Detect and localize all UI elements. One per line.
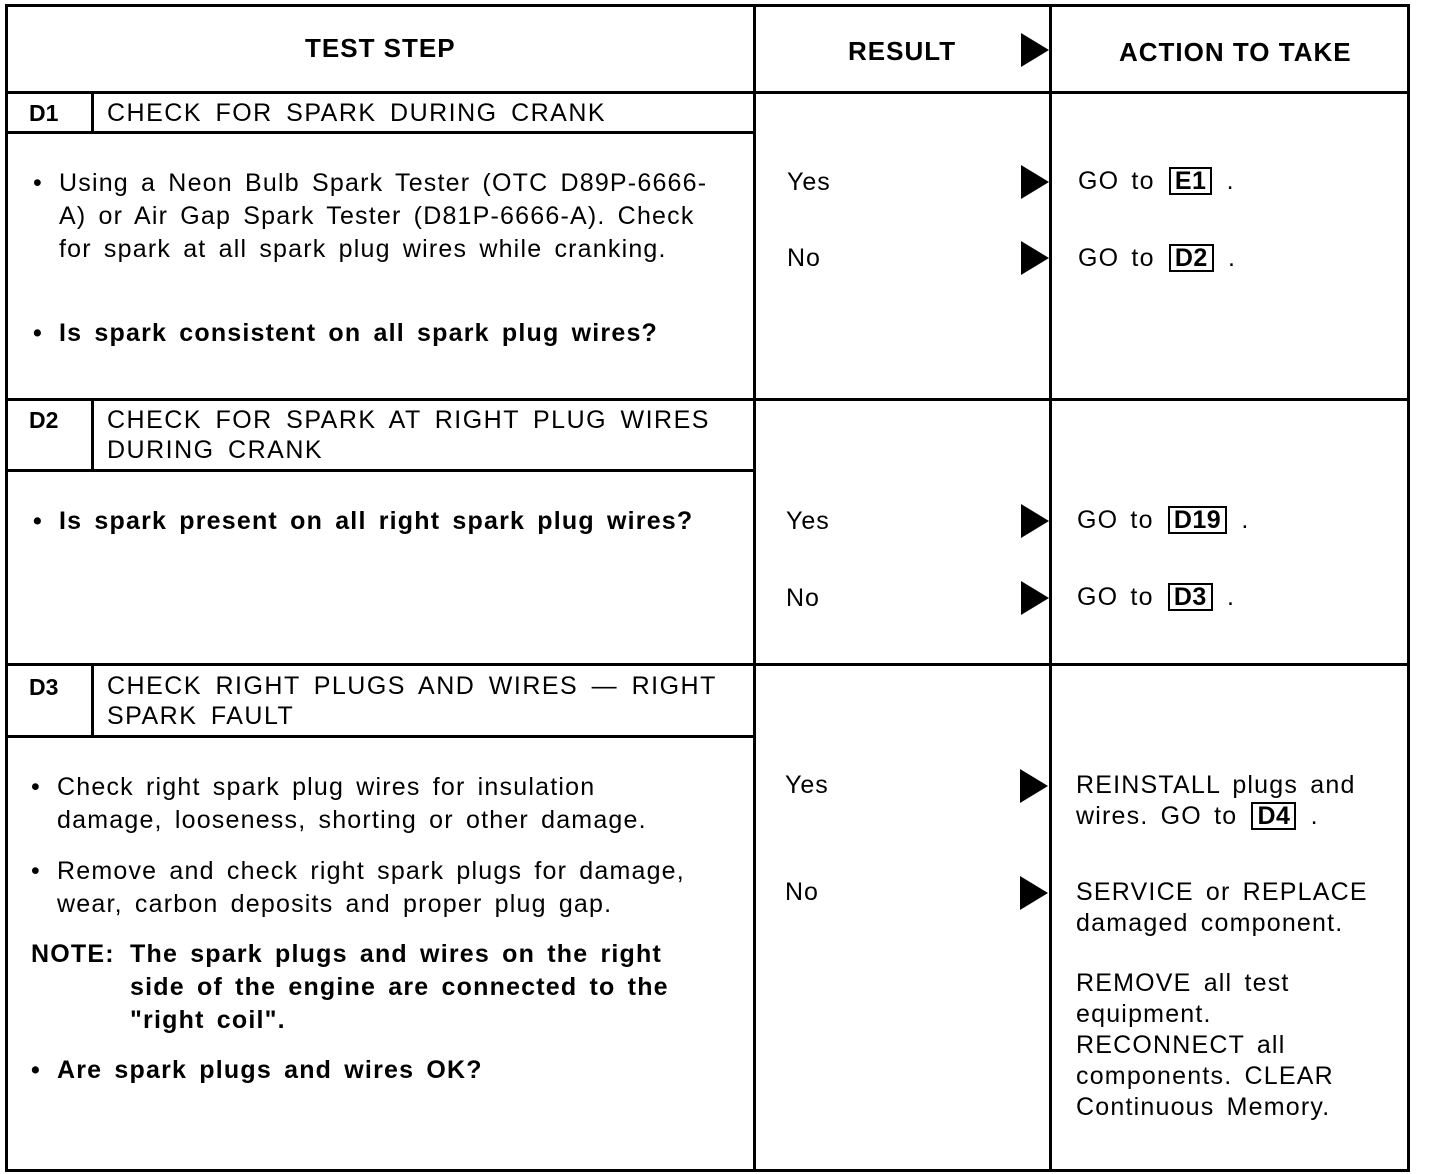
ref-d3: D3 [1168, 583, 1213, 611]
d2-question [33, 505, 749, 538]
d1-no-arrow-icon [1021, 241, 1049, 275]
bullet-icon: • [31, 773, 41, 801]
action-text: REINSTALL plugs and wires. GO to [1076, 771, 1356, 830]
step-code-d3: D3 [29, 674, 59, 700]
action-suffix: . [1310, 802, 1319, 830]
action-prefix: GO to [1078, 244, 1155, 272]
d1-action-yes [1078, 166, 1235, 197]
action-prefix: GO to [1077, 583, 1154, 611]
bullet-icon: • [33, 507, 43, 535]
d2-action-no [1077, 582, 1235, 613]
action-prefix: GO to [1078, 167, 1155, 195]
d3-bullet-1-text: Check right spark plug wires for insulation damage, looseness, shorting or other damage. [57, 773, 647, 834]
d1-result-yes: Yes [787, 168, 831, 196]
action-suffix: . [1227, 244, 1237, 272]
d1-action-no [1078, 243, 1236, 274]
header-arrow-icon [1021, 33, 1049, 67]
d3-question [31, 1054, 707, 1087]
ref-d4: D4 [1251, 802, 1296, 830]
d1-bullet-1-text: Using a Neon Bulb Spark Tester (OTC D89P-6666-A) or Air Gap Spark Tester (D81P-6666-A). Check for spark at all spark plug wires while cranking. [59, 169, 708, 263]
d3-no-arrow-icon [1020, 876, 1048, 910]
d2-yes-arrow-icon [1021, 504, 1049, 538]
d2-no-arrow-icon [1021, 581, 1049, 615]
d1-question-text: Is spark consistent on all spark plug wires? [59, 319, 659, 347]
d3-action-yes [1076, 770, 1396, 832]
d2-question-text: Is spark present on all right spark plug wires? [59, 507, 694, 535]
d1-yes-arrow-icon [1021, 165, 1049, 199]
d2-result-yes: Yes [786, 507, 830, 535]
action-suffix: . [1226, 583, 1236, 611]
d3-question-text: Are spark plugs and wires OK? [57, 1056, 483, 1084]
header-action: ACTION TO TAKE [1119, 37, 1352, 67]
ref-d19: D19 [1168, 506, 1227, 534]
d3-result-no: No [785, 878, 819, 906]
d3-note-label: NOTE: [31, 940, 115, 968]
d3-bullet-2-text: Remove and check right spark plugs for damage, wear, carbon deposits and proper plug gap. [57, 857, 685, 918]
d3-bullet-2 [31, 855, 727, 921]
action-suffix: . [1226, 167, 1235, 195]
d3-note-text: The spark plugs and wires on the right side of the engine are connected to the "right coil". [130, 940, 669, 1034]
step-title-d3: CHECK RIGHT PLUGS AND WIRES — RIGHT SPARK FAULT [107, 672, 717, 730]
bullet-icon: • [33, 319, 43, 347]
d1-bullet-1 [33, 167, 709, 266]
d2-action-yes [1077, 505, 1250, 536]
d3-action-no: SERVICE or REPLACE damaged component. [1076, 878, 1368, 937]
d3-bullet-1 [31, 771, 707, 837]
bullet-icon: • [31, 1056, 41, 1084]
d3-result-yes: Yes [785, 771, 829, 799]
d3-yes-arrow-icon [1020, 769, 1048, 803]
bullet-icon: • [33, 169, 43, 197]
step-title-d1: CHECK FOR SPARK DURING CRANK [107, 99, 607, 127]
action-suffix: . [1241, 506, 1250, 534]
d1-result-no: No [787, 244, 821, 272]
d2-result-no: No [786, 584, 820, 612]
ref-d2: D2 [1169, 244, 1214, 272]
bullet-icon: • [31, 857, 41, 885]
step-title-d2: CHECK FOR SPARK AT RIGHT PLUG WIRES DURING CRANK [107, 406, 710, 464]
action-prefix: GO to [1077, 506, 1154, 534]
d3-action-no-2: REMOVE all test equipment. RECONNECT all components. CLEAR Continuous Memory. [1076, 969, 1334, 1121]
step-code-d1: D1 [29, 100, 59, 126]
step-code-d2: D2 [29, 407, 59, 433]
d1-question [33, 317, 739, 350]
header-result: RESULT [848, 36, 957, 66]
ref-e1: E1 [1169, 167, 1213, 195]
header-test-step: TEST STEP [305, 33, 456, 63]
